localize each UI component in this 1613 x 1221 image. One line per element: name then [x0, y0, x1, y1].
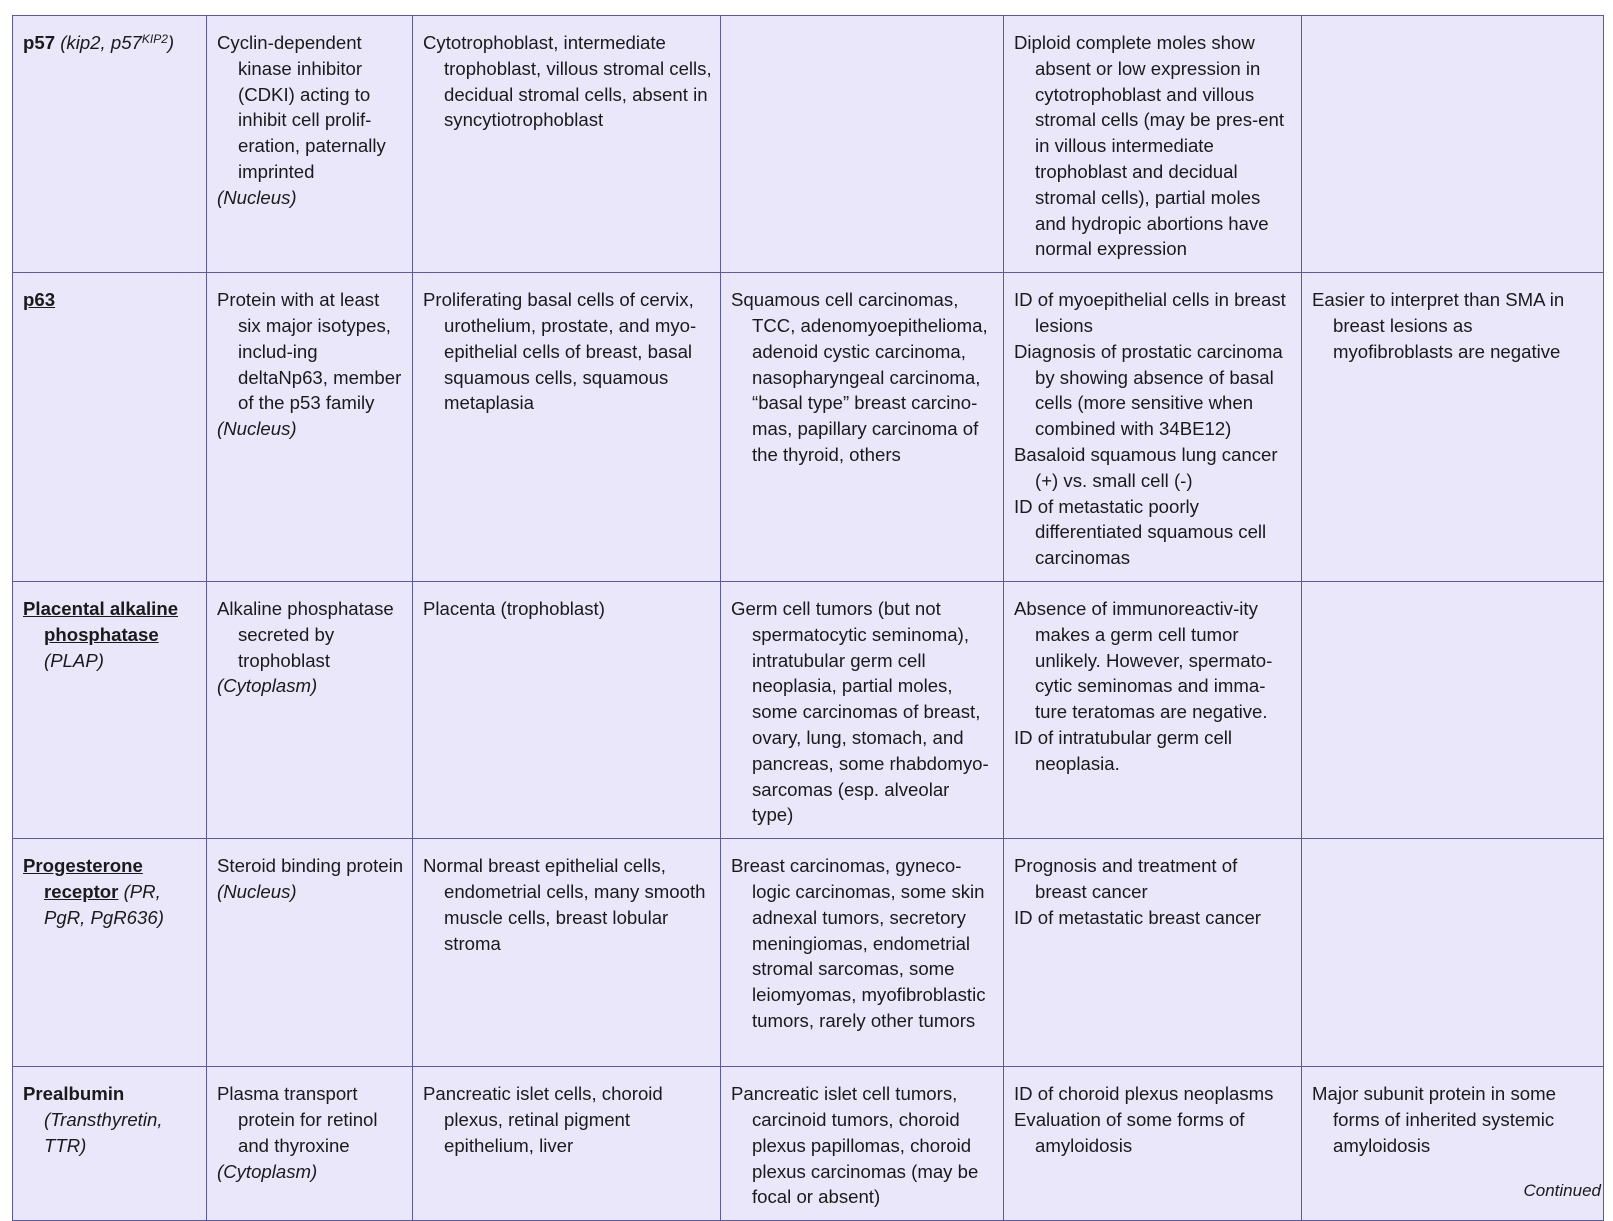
comments-cell: [1302, 581, 1604, 838]
tumors-text: Pancreatic islet cell tumors, carcinoid tumors, choroid plexus papillomas, choroid plexus carcinomas (may be focal or absent): [731, 1083, 979, 1208]
marker-alias: (PLAP): [44, 649, 104, 671]
marker-name: p57: [23, 32, 56, 53]
marker-name: p63: [23, 289, 56, 311]
normal-cell: [413, 839, 721, 1067]
tumors-cell: [721, 1067, 1004, 1221]
normal-cell: [413, 1067, 721, 1221]
tumors-cell: [721, 16, 1004, 273]
marker-cell: [13, 581, 207, 838]
normal-cell: [413, 581, 721, 838]
normal-cell: [413, 273, 721, 582]
table-row: [13, 16, 1604, 273]
comments-cell: [1302, 16, 1604, 273]
tumors-text: Breast carcinomas, gyneco-logic carcinomas, some skin adnexal tumors, secretory meningiomas, endometrial stromal sarcomas, some leiomyomas, myofibroblastic tumors, rarely other tumors: [731, 855, 986, 1031]
marker-table: [12, 15, 1604, 1221]
table-row: [13, 839, 1604, 1067]
tumors-cell: [721, 581, 1004, 838]
marker-name: Progesterone receptor: [23, 855, 143, 902]
normal-text: Pancreatic islet cells, choroid plexus, retinal pigment epithelium, liver: [423, 1083, 663, 1156]
marker-name: Prealbumin: [23, 1083, 125, 1105]
description-cell: [207, 581, 413, 838]
uses-item: Diagnosis of prostatic carcinoma by showing absence of basal cells (more sensitive when combined with 34BE12): [1014, 340, 1283, 440]
uses-cell: [1004, 16, 1302, 273]
marker-alias: (Transthyretin, TTR): [44, 1108, 163, 1156]
marker-cell: [13, 273, 207, 582]
comments-cell: [1302, 273, 1604, 582]
uses-item: ID of intratubular germ cell neoplasia.: [1014, 726, 1233, 774]
description-text: Cyclin-dependent kinase inhibitor (CDKI) acting to inhibit cell prolif-eration, paternally imprinted: [217, 32, 386, 182]
table-row: [13, 1067, 1604, 1221]
normal-text: Placenta (trophoblast): [423, 597, 605, 619]
description-cell: [207, 16, 413, 273]
marker-alias: (kip2, $p57^{KIP2}$): [60, 32, 175, 53]
normal-text: Proliferating basal cells of cervix, urothelium, prostate, and myo-epithelial cells of breast, basal squamous cells, squamous metaplasia: [423, 289, 697, 414]
location-text: (Nucleus): [217, 418, 297, 440]
tumors-cell: [721, 839, 1004, 1067]
marker-name: Placental alkaline phosphatase: [23, 597, 179, 645]
description-text: Plasma transport protein for retinol and thyroxine: [217, 1083, 378, 1156]
uses-item: ID of myoepithelial cells in breast lesions: [1014, 289, 1286, 336]
description-cell: [207, 1067, 413, 1221]
uses-item: Diploid complete moles show absent or low expression in cytotrophoblast and villous stromal cells (may be pres-ent in villous intermediate trophoblast and decidual stromal cells), partial moles and hydropic abortions have normal expression: [1014, 32, 1285, 260]
normal-text: Cytotrophoblast, intermediate trophoblast, villous stromal cells, decidual stromal cells, absent in syncytiotrophoblast: [423, 32, 712, 131]
table-row: [13, 273, 1604, 582]
normal-text: Normal breast epithelial cells, endometrial cells, many smooth muscle cells, breast lobular stroma: [423, 855, 706, 954]
marker-alias: (PR, PgR, PgR636): [44, 880, 164, 928]
uses-item: Prognosis and treatment of breast cancer: [1014, 855, 1238, 902]
location-text: (Nucleus): [217, 880, 297, 902]
location-text: (Cytoplasm): [217, 675, 318, 697]
uses-item: Absence of immunoreactiv-ity makes a germ cell tumor unlikely. However, spermato-cytic seminomas and imma-ture teratomas are negative.: [1014, 597, 1273, 723]
normal-cell: [413, 16, 721, 273]
table-row: [13, 581, 1604, 838]
continued-note: Continued: [1523, 1181, 1601, 1200]
tumors-text: Germ cell tumors (but not spermatocytic seminoma), intratubular germ cell neoplasia, partial moles, some carcinomas of breast, ovary, lung, stomach, and pancreas, some rhabdomyo-sarcomas (esp. alveolar type): [731, 597, 989, 826]
uses-item: Basaloid squamous lung cancer (+) vs. small cell (-): [1014, 443, 1278, 491]
uses-cell: [1004, 839, 1302, 1067]
marker-cell: [13, 1067, 207, 1221]
comments-cell: [1302, 839, 1604, 1067]
uses-item: ID of choroid plexus neoplasms: [1014, 1083, 1274, 1105]
marker-cell: [13, 839, 207, 1067]
tumors-cell: [721, 273, 1004, 582]
comments-text: Major subunit protein in some forms of inherited systemic amyloidosis: [1312, 1083, 1556, 1156]
tumors-text: Squamous cell carcinomas, TCC, adenomyoepithelioma, adenoid cystic carcinoma, nasopharyngeal carcinoma, “basal type” breast carcino-mas, papillary carcinoma of the thyroid, others: [731, 289, 988, 465]
description-cell: [207, 839, 413, 1067]
description-cell: [207, 273, 413, 582]
comments-text: Easier to interpret than SMA in breast lesions as myofibroblasts are negative: [1312, 289, 1565, 362]
uses-cell: [1004, 273, 1302, 582]
location-text: (Cytoplasm): [217, 1160, 318, 1182]
uses-cell: [1004, 581, 1302, 838]
description-text: Alkaline phosphatase secreted by trophoblast: [217, 597, 394, 671]
description-text: Protein with at least six major isotypes, includ-ing deltaNp63, member of the p53 family: [217, 289, 402, 414]
description-text: Steroid binding protein: [217, 855, 404, 877]
marker-cell: [13, 16, 207, 273]
uses-cell: [1004, 1067, 1302, 1221]
uses-item: Evaluation of some forms of amyloidosis: [1014, 1108, 1245, 1156]
uses-item: ID of metastatic poorly differentiated squamous cell carcinomas: [1014, 495, 1267, 569]
location-text: (Nucleus): [217, 186, 297, 208]
uses-item: ID of metastatic breast cancer: [1014, 906, 1261, 928]
